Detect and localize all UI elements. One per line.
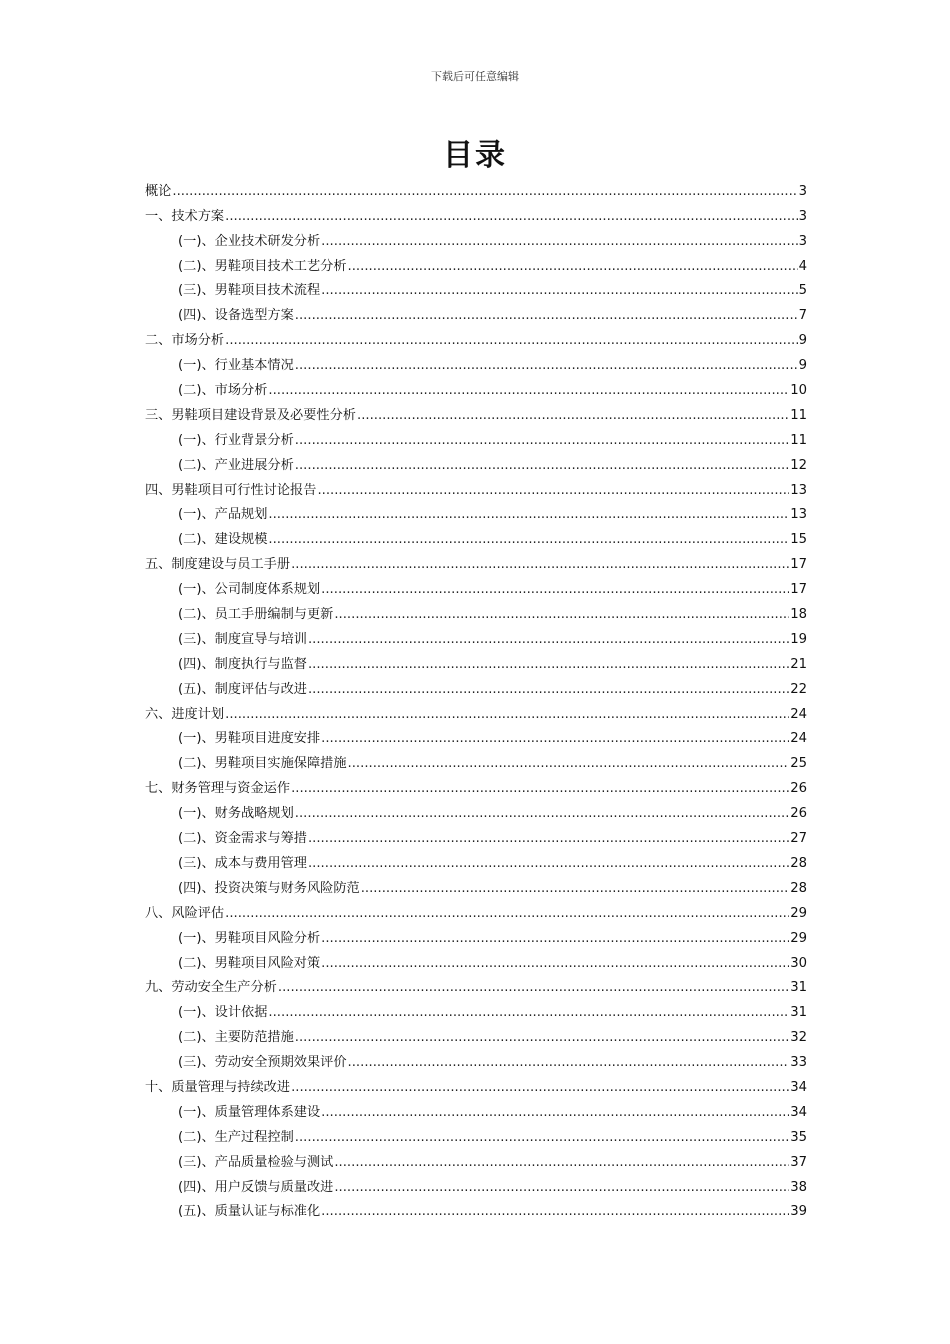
toc-dot-leader	[348, 259, 798, 275]
toc-entry[interactable]	[145, 772, 807, 797]
toc-entry[interactable]	[145, 598, 807, 623]
toc-dot-leader	[321, 931, 789, 947]
toc-entry-label: (三)、制度宣导与培训	[178, 631, 307, 647]
toc-entry[interactable]	[145, 648, 807, 673]
toc-entry-page-number: 26	[790, 781, 807, 797]
toc-dot-leader	[357, 408, 789, 424]
toc-entry-label: (二)、资金需求与筹措	[178, 831, 307, 847]
toc-entry[interactable]	[145, 573, 807, 598]
toc-entry-page-number: 28	[790, 855, 807, 871]
toc-entry-label: (一)、产品规划	[178, 507, 268, 523]
toc-dot-leader	[317, 483, 789, 499]
toc-entry-label: (一)、行业背景分析	[178, 432, 294, 448]
toc-dot-leader	[295, 358, 798, 374]
toc-entry-page-number: 37	[790, 1154, 807, 1170]
toc-entry[interactable]	[145, 1046, 807, 1071]
toc-entry-page-number: 35	[790, 1129, 807, 1145]
toc-entry-page-number: 5	[798, 283, 807, 299]
toc-entry-label: (四)、投资决策与财务风险防范	[178, 880, 360, 896]
toc-entry[interactable]	[145, 424, 807, 449]
toc-entry-page-number: 10	[790, 383, 807, 399]
toc-dot-leader	[321, 582, 789, 598]
toc-entry-page-number: 3	[798, 208, 807, 224]
page-title: 目录	[443, 138, 507, 173]
toc-entry-page-number: 4	[798, 258, 807, 274]
toc-entry-page-number: 24	[790, 706, 807, 722]
toc-entry[interactable]	[145, 523, 807, 548]
toc-entry-label: (三)、男鞋项目技术流程	[178, 283, 321, 299]
toc-dot-leader	[348, 1055, 790, 1071]
toc-entry-page-number: 9	[798, 333, 807, 349]
toc-entry-page-number: 3	[798, 183, 807, 199]
toc-entry-label: 七、财务管理与资金运作	[145, 781, 291, 797]
toc-dot-leader	[308, 856, 789, 872]
toc-entry[interactable]	[145, 349, 807, 374]
toc-entry[interactable]	[145, 175, 807, 200]
toc-entry-label: 八、风险评估	[145, 905, 225, 921]
toc-entry[interactable]	[145, 474, 807, 499]
toc-dot-leader	[268, 1005, 789, 1021]
toc-dot-leader	[295, 458, 789, 474]
toc-entry-label: (五)、质量认证与标准化	[178, 1204, 321, 1220]
toc-entry-page-number: 34	[790, 1104, 807, 1120]
toc-entry-page-number: 11	[790, 407, 807, 423]
toc-entry-label: (二)、男鞋项目技术工艺分析	[178, 258, 347, 274]
toc-dot-leader	[308, 682, 789, 698]
toc-entry[interactable]	[145, 449, 807, 474]
toc-entry[interactable]	[145, 399, 807, 424]
toc-entry[interactable]	[145, 548, 807, 573]
toc-entry-label: 九、劳动安全生产分析	[145, 980, 277, 996]
toc-dot-leader	[278, 980, 789, 996]
toc-dot-leader	[321, 1105, 789, 1121]
toc-entry[interactable]	[145, 200, 807, 225]
toc-entry-label: (四)、用户反馈与质量改进	[178, 1179, 334, 1195]
toc-entry[interactable]	[145, 747, 807, 772]
toc-dot-leader	[225, 707, 789, 723]
toc-dot-leader	[308, 657, 789, 673]
toc-entry-label: (一)、男鞋项目风险分析	[178, 930, 321, 946]
toc-entry[interactable]	[145, 225, 807, 250]
toc-entry[interactable]	[145, 972, 807, 997]
toc-entry-label: 一、技术方案	[145, 208, 225, 224]
toc-entry[interactable]	[145, 1071, 807, 1096]
toc-entry-page-number: 19	[790, 631, 807, 647]
toc-entry-label: 概论	[145, 183, 172, 199]
toc-entry[interactable]	[145, 897, 807, 922]
toc-dot-leader	[172, 184, 797, 200]
toc-entry-label: (三)、产品质量检验与测试	[178, 1154, 334, 1170]
toc-entry-page-number: 33	[790, 1055, 807, 1071]
toc-entry[interactable]	[145, 797, 807, 822]
toc-entry-page-number: 28	[790, 880, 807, 896]
toc-dot-leader	[268, 383, 789, 399]
toc-entry-label: (二)、建设规模	[178, 532, 268, 548]
toc-dot-leader	[334, 1180, 789, 1196]
toc-entry-label: 十、质量管理与持续改进	[145, 1079, 291, 1095]
table-of-contents	[145, 175, 807, 1220]
toc-entry-label: (一)、公司制度体系规划	[178, 582, 321, 598]
toc-entry[interactable]	[145, 996, 807, 1021]
toc-dot-leader	[225, 333, 797, 349]
toc-entry-page-number: 21	[790, 656, 807, 672]
toc-entry-page-number: 34	[790, 1079, 807, 1095]
toc-entry-label: (二)、生产过程控制	[178, 1129, 294, 1145]
toc-entry-page-number: 31	[790, 1005, 807, 1021]
toc-dot-leader	[321, 1204, 789, 1220]
toc-entry-page-number: 32	[790, 1030, 807, 1046]
toc-entry-label: (一)、设计依据	[178, 1005, 268, 1021]
toc-entry-label: 六、进度计划	[145, 706, 225, 722]
toc-entry-page-number: 12	[790, 457, 807, 473]
toc-entry-label: (二)、产业进展分析	[178, 457, 294, 473]
toc-entry-label: 二、市场分析	[145, 333, 225, 349]
toc-dot-leader	[295, 1030, 789, 1046]
toc-dot-leader	[225, 209, 797, 225]
toc-entry-label: (二)、市场分析	[178, 383, 268, 399]
toc-dot-leader	[295, 1130, 789, 1146]
toc-entry-page-number: 18	[790, 607, 807, 623]
toc-entry[interactable]	[145, 275, 807, 300]
toc-dot-leader	[291, 781, 789, 797]
toc-entry-label: (一)、行业基本情况	[178, 358, 294, 374]
toc-dot-leader	[295, 433, 789, 449]
toc-dot-leader	[225, 906, 789, 922]
toc-entry-page-number: 7	[798, 308, 807, 324]
toc-entry-label: (三)、劳动安全预期效果评价	[178, 1055, 347, 1071]
toc-entry-page-number: 29	[790, 905, 807, 921]
toc-entry-page-number: 27	[790, 831, 807, 847]
toc-entry-page-number: 15	[790, 532, 807, 548]
toc-entry-label: 三、男鞋项目建设背景及必要性分析	[145, 407, 356, 423]
toc-entry[interactable]	[145, 673, 807, 698]
toc-entry[interactable]	[145, 623, 807, 648]
toc-dot-leader	[291, 557, 789, 573]
toc-entry-page-number: 22	[790, 681, 807, 697]
toc-entry-page-number: 39	[790, 1204, 807, 1220]
toc-entry-label: (一)、企业技术研发分析	[178, 233, 321, 249]
toc-entry[interactable]	[145, 822, 807, 847]
toc-entry[interactable]	[145, 299, 807, 324]
toc-entry[interactable]	[145, 872, 807, 897]
toc-entry[interactable]	[145, 1096, 807, 1121]
toc-entry-label: (二)、男鞋项目实施保障措施	[178, 756, 347, 772]
toc-entry-page-number: 29	[790, 930, 807, 946]
toc-entry[interactable]	[145, 1121, 807, 1146]
toc-entry[interactable]	[145, 723, 807, 748]
toc-entry-label: (一)、财务战略规划	[178, 806, 294, 822]
toc-entry[interactable]	[145, 1171, 807, 1196]
toc-entry-label: (一)、质量管理体系建设	[178, 1104, 321, 1120]
toc-dot-leader	[334, 607, 789, 623]
toc-entry[interactable]	[145, 847, 807, 872]
toc-entry-label: (五)、制度评估与改进	[178, 681, 307, 697]
toc-dot-leader	[321, 731, 789, 747]
toc-entry-page-number: 11	[790, 432, 807, 448]
toc-entry[interactable]	[145, 324, 807, 349]
toc-entry[interactable]	[145, 499, 807, 524]
toc-entry-label: 四、男鞋项目可行性讨论报告	[145, 482, 317, 498]
toc-entry-page-number: 13	[790, 507, 807, 523]
toc-dot-leader	[308, 632, 789, 648]
toc-entry-label: (四)、设备选型方案	[178, 308, 294, 324]
toc-entry[interactable]	[145, 947, 807, 972]
toc-dot-leader	[291, 1080, 789, 1096]
toc-entry[interactable]	[145, 698, 807, 723]
toc-dot-leader	[321, 234, 797, 250]
toc-entry-page-number: 17	[790, 582, 807, 598]
toc-entry-label: (二)、男鞋项目风险对策	[178, 955, 321, 971]
toc-entry[interactable]	[145, 374, 807, 399]
toc-entry-label: 五、制度建设与员工手册	[145, 557, 291, 573]
toc-dot-leader	[295, 308, 798, 324]
toc-entry-page-number: 31	[790, 980, 807, 996]
toc-dot-leader	[295, 806, 789, 822]
toc-entry-label: (一)、男鞋项目进度安排	[178, 731, 321, 747]
toc-entry-label: (四)、制度执行与监督	[178, 656, 307, 672]
toc-entry-page-number: 38	[790, 1179, 807, 1195]
toc-entry[interactable]	[145, 922, 807, 947]
toc-entry-page-number: 25	[790, 756, 807, 772]
toc-dot-leader	[321, 283, 797, 299]
toc-entry-page-number: 26	[790, 806, 807, 822]
toc-entry[interactable]	[145, 250, 807, 275]
toc-dot-leader	[321, 956, 789, 972]
toc-dot-leader	[361, 881, 789, 897]
toc-entry-page-number: 13	[790, 482, 807, 498]
toc-entry-page-number: 9	[798, 358, 807, 374]
toc-entry[interactable]	[145, 1146, 807, 1171]
toc-entry[interactable]	[145, 1021, 807, 1046]
toc-entry-page-number: 3	[798, 233, 807, 249]
toc-dot-leader	[348, 756, 790, 772]
toc-entry-page-number: 30	[790, 955, 807, 971]
toc-dot-leader	[308, 831, 789, 847]
toc-entry-label: (二)、主要防范措施	[178, 1030, 294, 1046]
toc-dot-leader	[268, 532, 789, 548]
toc-entry-label: (三)、成本与费用管理	[178, 855, 307, 871]
page-header: 下载后可任意编辑	[431, 70, 519, 83]
toc-dot-leader	[268, 507, 789, 523]
toc-entry-page-number: 17	[790, 557, 807, 573]
toc-entry-page-number: 24	[790, 731, 807, 747]
toc-entry-label: (二)、员工手册编制与更新	[178, 607, 334, 623]
toc-dot-leader	[334, 1155, 789, 1171]
toc-entry[interactable]	[145, 1196, 807, 1221]
